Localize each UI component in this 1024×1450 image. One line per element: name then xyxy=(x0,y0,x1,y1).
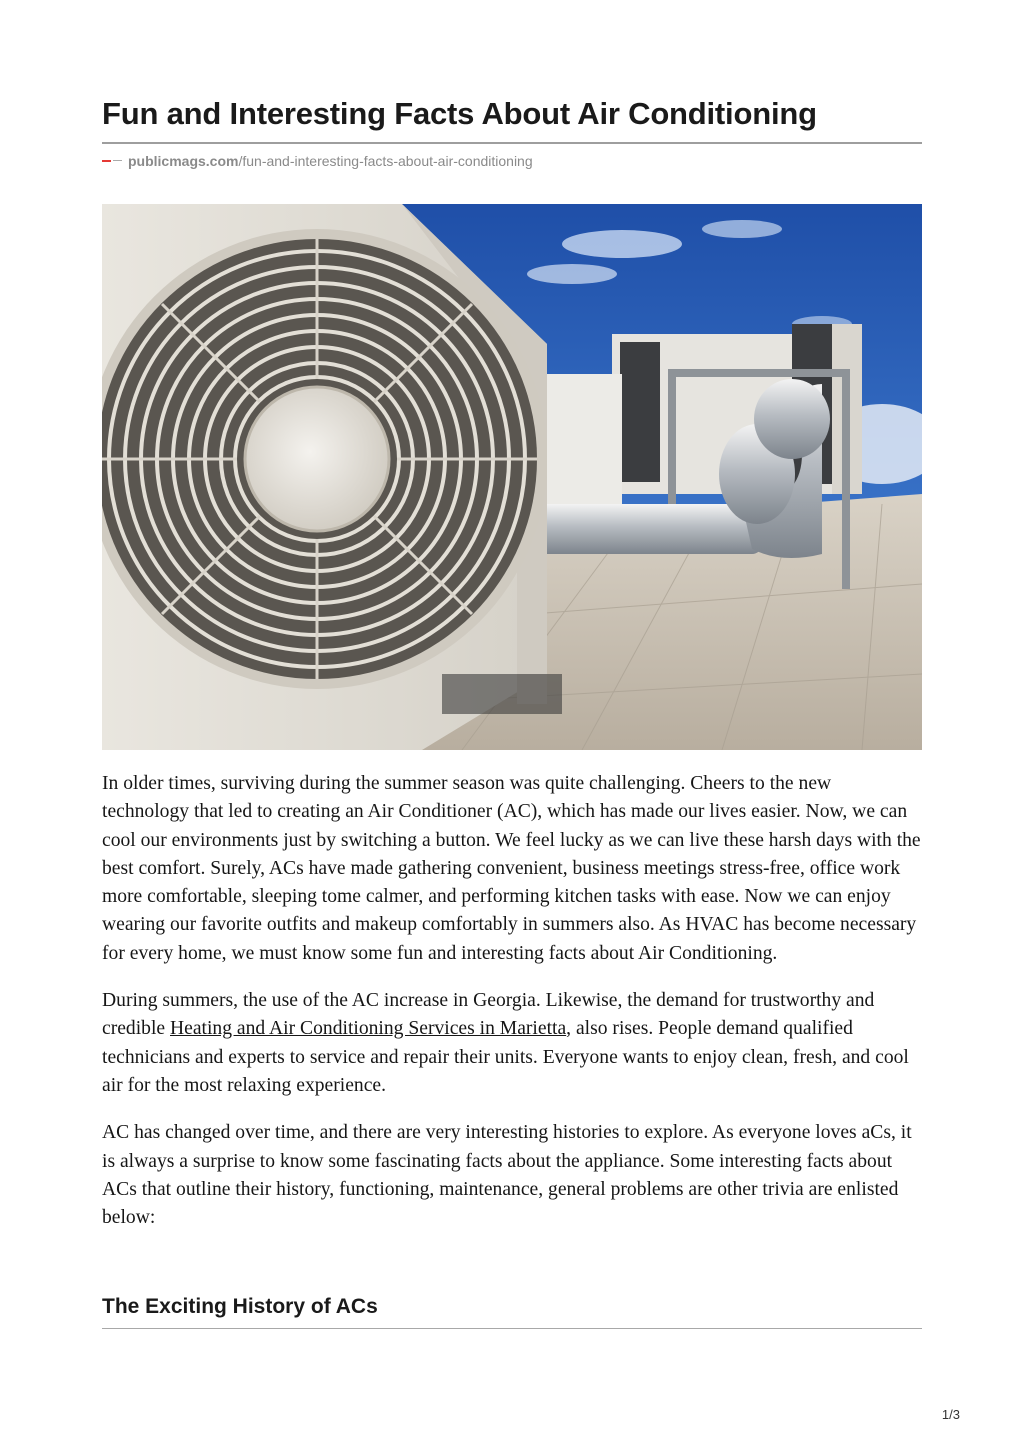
paragraph-text: During summers, the use of the AC increase in Georgia. Likewise, the demand for trustworthy and credible xyxy=(102,990,875,1040)
paragraph-history: AC has changed over time, and there are very interesting histories to explore. As everyone loves aCs, it is always a surprise to know some fascinating facts about the appliance. Some interesting facts about ACs that outline their history, functioning, maintenance, general problems are other trivia are enlisted below: xyxy=(102,1122,912,1229)
source-path[interactable]: /fun-and-interesting-facts-about-air-conditioning xyxy=(238,153,533,169)
marietta-services-link[interactable]: Heating and Air Conditioning Services in Marietta xyxy=(170,1018,567,1040)
link-icon xyxy=(102,156,122,166)
hero-image xyxy=(102,204,922,750)
section-divider xyxy=(102,1328,922,1329)
paragraph-georgia xyxy=(102,987,922,1100)
paragraph-intro: In older times, surviving during the summer season was quite challenging. Cheers to the new technology that led to creating an Air Conditioner (AC), which has made our lives easier. Now, we can cool our environments just by switching a button. We feel lucky as we can live these harsh days with the best comfort. Surely, ACs have made gathering convenient, business meetings stress-free, office work more comfortable, sleeping tome calmer, and performing kitchen tasks with ease. Now we can enjoy wearing our favorite outfits and makeup comfortably in summers also. As HVAC has become necessary for every home, we must know some fun and interesting facts about Air Conditioning. xyxy=(102,773,921,964)
article-body xyxy=(102,770,922,1251)
source-domain[interactable]: publicmags.com xyxy=(128,153,239,169)
section-heading: The Exciting History of ACs xyxy=(102,1295,378,1318)
page-number: 1/3 xyxy=(941,1407,960,1422)
source-url[interactable] xyxy=(102,150,533,172)
page-title: Fun and Interesting Facts About Air Conditioning xyxy=(102,96,817,131)
paragraph-text: , also rises. People demand qualified technicians and experts to service and repair their units. Everyone wants to enjoy clean, fresh, and cool air for the most relaxing experience. xyxy=(102,1018,909,1096)
title-divider xyxy=(102,142,922,144)
